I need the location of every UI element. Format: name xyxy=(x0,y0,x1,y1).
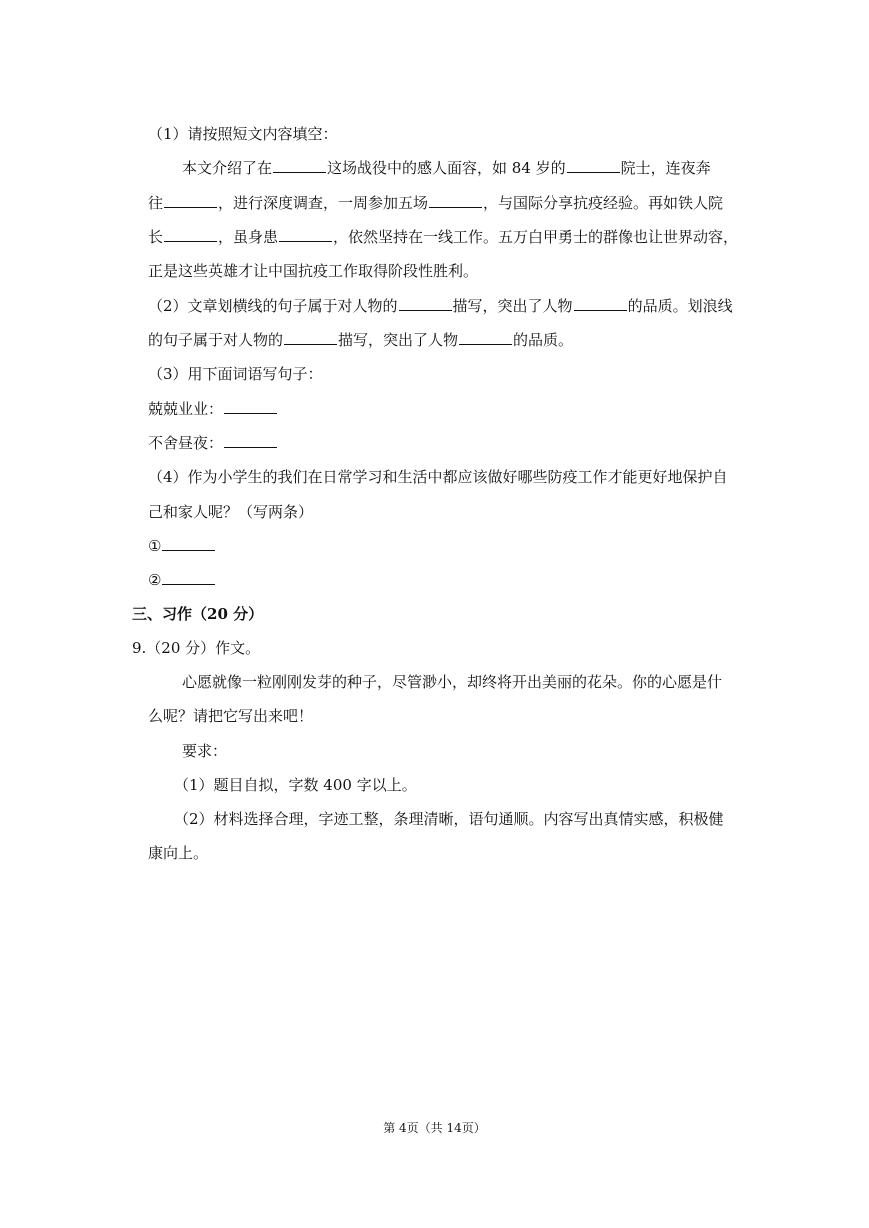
fill-blank[interactable] xyxy=(164,227,217,242)
fill-blank[interactable] xyxy=(284,330,337,345)
requirement-1: （1）题目自拟，字数 400 字以上。 xyxy=(174,776,417,794)
word-sentence-2: 不舍昼夜： xyxy=(148,433,738,453)
fill-blank[interactable] xyxy=(429,193,482,208)
fill-blank[interactable] xyxy=(162,570,215,585)
answer-1: ① xyxy=(148,536,738,556)
paragraph-line: 长 ，虽身患 ，依然坚持在一线工作。五万白甲勇士的群像也让世界动容， xyxy=(148,228,739,246)
prompt-line: 么呢？请把它写出来吧！ xyxy=(148,707,314,725)
answer-2: ② xyxy=(148,570,738,590)
fill-blank[interactable] xyxy=(279,227,332,242)
question-9: 9.（20 分）作文。 xyxy=(132,639,261,657)
paragraph-line: 本文介绍了在 这场战役中的感人面容，如 84 岁的 院士，连夜奔 xyxy=(182,159,711,177)
fill-blank[interactable] xyxy=(224,433,277,448)
page-footer: 第 4页（共 14页） xyxy=(383,1121,486,1135)
paragraph-line: 己和家人呢？（写两条） xyxy=(148,503,314,521)
word-sentence-1: 兢兢业业： xyxy=(148,399,738,419)
sub-question-4: （4）作为小学生的我们在日常学习和生活中都应该做好哪些防疫工作才能更好地保护自 xyxy=(148,468,728,486)
fill-blank[interactable] xyxy=(273,158,326,173)
fill-blank[interactable] xyxy=(399,296,452,311)
paragraph-line: 往 ，进行深度调查，一周参加五场 ，与国际分享抗疫经验。再如铁人院 xyxy=(148,194,724,212)
section-heading: 三、习作（20 分） xyxy=(132,605,264,623)
sub-question-1: （1）请按照短文内容填空： xyxy=(148,125,338,143)
prompt-line: 心愿就像一粒刚刚发芽的种子，尽管渺小，却终将开出美丽的花朵。你的心愿是什 xyxy=(182,673,723,691)
fill-blank[interactable] xyxy=(164,193,217,208)
fill-blank[interactable] xyxy=(567,158,620,173)
fill-blank[interactable] xyxy=(224,399,277,414)
fill-blank[interactable] xyxy=(459,330,512,345)
paragraph-line: 正是这些英雄才让中国抗疫工作取得阶段性胜利。 xyxy=(148,262,479,280)
fill-blank[interactable] xyxy=(574,296,627,311)
paragraph-line: 的句子属于对人物的 描写，突出了人物 的品质。 xyxy=(148,331,574,349)
fill-blank[interactable] xyxy=(162,536,215,551)
sub-question-2: （2）文章划横线的句子属于对人物的 描写，突出了人物 的品质。划浪线 xyxy=(148,297,733,315)
requirement-2: （2）材料选择合理，字迹工整，条理清晰，语句通顺。内容写出真情实感，积极健 xyxy=(174,810,724,828)
paragraph-line: 康向上。 xyxy=(148,844,209,862)
requirements-label: 要求： xyxy=(182,742,228,760)
sub-question-3: （3）用下面词语写句子： xyxy=(148,365,323,383)
